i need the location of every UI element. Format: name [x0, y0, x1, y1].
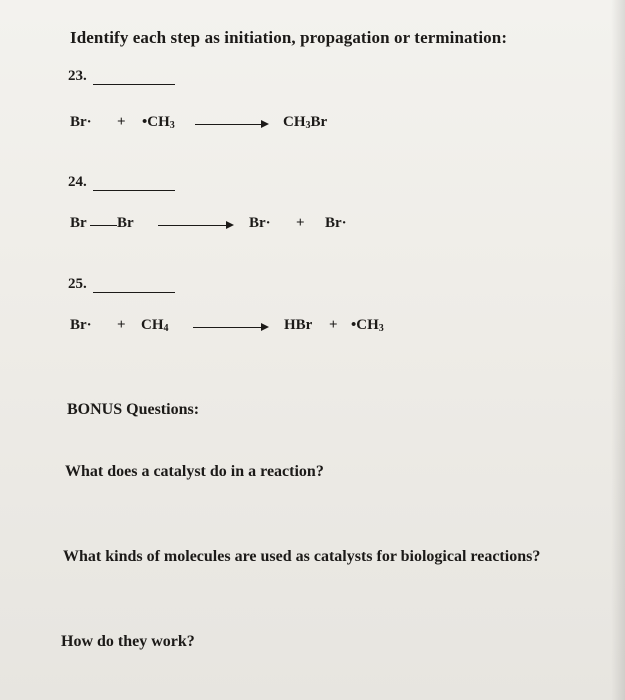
bonus-question-2: What kinds of molecules are used as catalysts for biological reactions? — [63, 548, 541, 565]
instruction-heading: Identify each step as initiation, propagation or termination: — [70, 28, 508, 47]
q24-reaction-arrow — [158, 225, 232, 226]
q25-reaction-arrow — [193, 327, 267, 328]
q25-reactant-methane: $CH_4$ — [141, 317, 169, 334]
q23-reactant-br-radical: Br· — [70, 114, 92, 130]
question-24-number: 24. — [68, 174, 87, 190]
q24-br-br-bond — [90, 225, 117, 226]
q23-reactant-methyl-radical: $•CH_3$ — [142, 114, 175, 131]
bonus-question-1: What does a catalyst do in a reaction? — [65, 463, 324, 480]
q25-product-hbr: HBr — [284, 317, 313, 333]
question-25-number: 25. — [68, 276, 87, 292]
q23-product-ch3br: $CH_3Br$ — [283, 114, 328, 131]
question-25-answer-blank[interactable] — [93, 292, 175, 293]
question-24-answer-blank[interactable] — [93, 190, 175, 191]
q25-product-methyl-radical: $•CH_3$ — [351, 317, 384, 334]
q25-plus-2: + — [329, 317, 338, 333]
q24-product-br-radical-2: Br· — [325, 215, 347, 231]
q23-plus: + — [117, 114, 126, 130]
page-shadow — [611, 0, 625, 700]
question-23-number: 23. — [68, 68, 87, 84]
q24-plus: + — [296, 215, 305, 231]
q23-reaction-arrow — [195, 124, 267, 125]
q24-reactant-br-left: Br — [70, 215, 87, 231]
q24-reactant-br-right: Br — [117, 215, 134, 231]
question-23-answer-blank[interactable] — [93, 84, 175, 85]
q25-reactant-br-radical: Br· — [70, 317, 92, 333]
bonus-heading: BONUS Questions: — [67, 401, 200, 418]
q24-product-br-radical-1: Br· — [249, 215, 271, 231]
q25-plus-1: + — [117, 317, 126, 333]
bonus-question-3: How do they work? — [61, 633, 195, 650]
